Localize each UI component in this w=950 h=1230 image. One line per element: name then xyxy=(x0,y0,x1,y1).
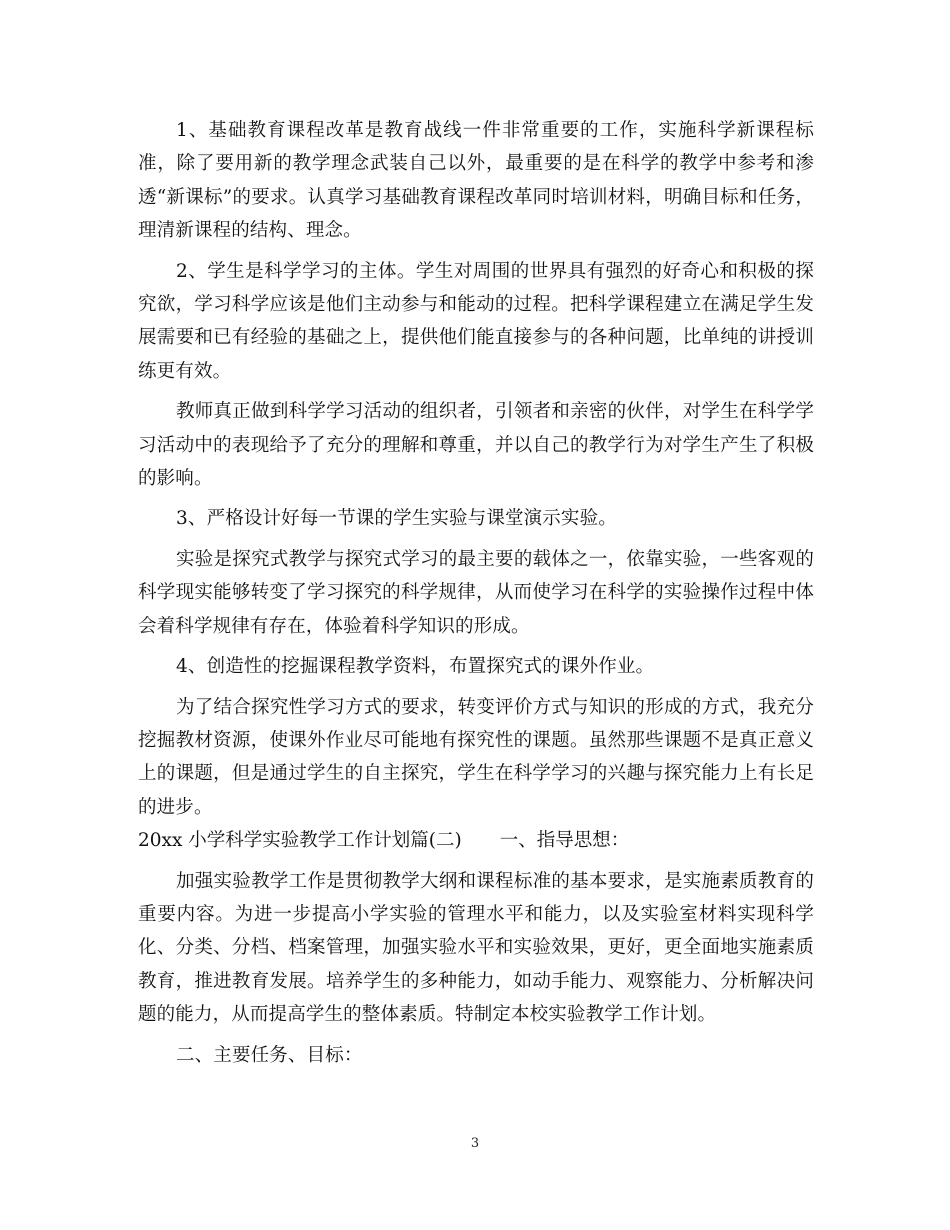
paragraph-8: 加强实验教学工作是贯彻教学大纲和课程标准的基本要求，是实施素质教育的重要内容。为进一步提高小学实验的管理水平和能力，以及实验室材料实现科学化、分类、分档、档案管理，加强实验水平和实验效果，更好，更全面地实施素质教育，推进教育发展。培养学生的多种能力，如动手能力、观察能力、分析解决问题的能力，从而提高学生的整体素质。特制定本校实验教学工作计划。 xyxy=(138,870,814,1026)
paragraph-gap xyxy=(138,858,814,865)
paragraph-4: 3、严格设计好每一节课的学生实验与课堂演示实验。 xyxy=(176,508,617,530)
paragraph-gap xyxy=(138,495,814,502)
paragraph-5: 实验是探究式教学与探究式学习的最主要的载体之一，依靠实验，一些客观的科学现实能够转变了学习探究的科学规律，从而使学习在科学的实验操作过程中体会着科学规律有存在，体验着科学知识的形成。 xyxy=(138,548,814,637)
paragraph-6: 4、创造性的挖掘课程教学资料，布置探究式的课外作业。 xyxy=(176,656,655,678)
paragraph-gap xyxy=(138,643,814,650)
paragraph-gap xyxy=(138,684,814,691)
page-number: 3 xyxy=(470,1136,480,1151)
paragraph-gap xyxy=(138,248,814,255)
paragraph-2: 2、学生是科学学习的主体。学生对周围的世界具有强烈的好奇心和积极的探究欲，学习科学应该是他们主动参与和能动的过程。把科学课程建立在满足学生发展需要和已有经验的基础之上，提供他们能直接参与的各种问题，比单纯的讲授训练更有效。 xyxy=(138,260,814,382)
paragraph-1: 1、基础教育课程改革是教育战线一件非常重要的工作，实施科学新课程标准，除了要用新的教学理念武装自己以外，最重要的是在科学的教学中参考和渗透“新课标”的要求。认真学习基础教育课程改革同时培训材料，明确目标和任务，理清新课程的结构、理念。 xyxy=(138,120,814,242)
section-title: 20xx 小学科学实验教学工作计划篇(二) xyxy=(138,830,462,852)
paragraph-gap xyxy=(138,388,814,395)
section-subtitle: 一、指导思想： xyxy=(499,830,630,852)
paragraph-gap xyxy=(138,1032,814,1039)
section-heading xyxy=(138,824,814,857)
paragraph-3: 教师真正做到科学学习活动的组织者，引领者和亲密的伙伴，对学生在科学学习活动中的表现给予了充分的理解和尊重，并以自己的教学行为对学生产生了积极的影响。 xyxy=(138,401,814,490)
document-body xyxy=(138,114,814,1072)
paragraph-gap xyxy=(138,536,814,543)
paragraph-9: 二、主要任务、目标： xyxy=(176,1044,363,1066)
paragraph-7: 为了结合探究性学习方式的要求，转变评价方式与知识的形成的方式，我充分挖掘教材资源，使课外作业尽可能地有探究性的课题。虽然那些课题不是真正意义上的课题，但是通过学生的自主探究，学生在科学学习的兴趣与探究能力上有长足的进步。 xyxy=(138,696,814,818)
